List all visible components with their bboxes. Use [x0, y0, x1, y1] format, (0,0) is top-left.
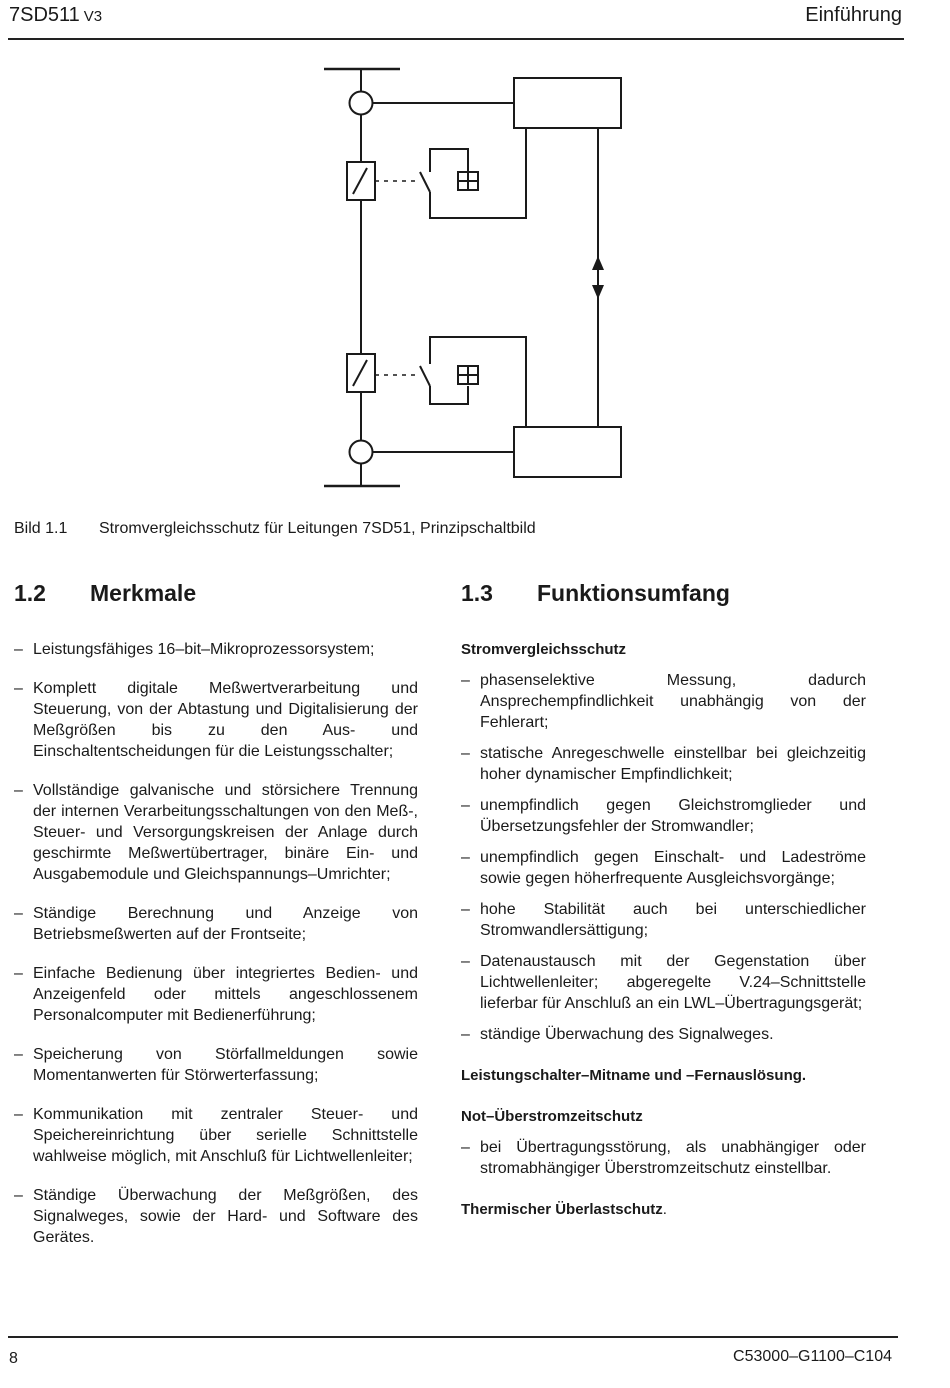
list-item: – Komplett digitale Meßwertverarbeitung und Steuerung, von der Abtastung und Digitalisierung der Meßgrößen bis zu den Aus- und Einschaltentscheidungen für die Leistungsschalter; [14, 680, 418, 760]
current-transformer-top [350, 92, 373, 115]
aux-contact-top [420, 172, 430, 192]
coil-wire-bottom [430, 386, 468, 404]
list-item: – Einfache Bedienung über integriertes Bedien- und Anzeigenfeld oder mittels angeschlossenem Personalcomputer mit Bedienerführung; [14, 965, 418, 1024]
trip-coil-top [458, 172, 478, 190]
relay-box-top [514, 78, 621, 128]
list-item: – phasenselektive Messung, dadurch Ansprechempfindlichkeit unabhängig von der Fehlerart; [461, 672, 866, 731]
doc-version: V3 [83, 8, 103, 25]
circuit-diagram [0, 0, 950, 510]
list-item: – hohe Stabilität auch bei unterschiedlicher Stromwandlersättigung; [461, 901, 866, 939]
list-item: – unempfindlich gegen Einschalt- und Ladeströme sowie gegen höherfrequente Ausgleichsvorgänge; [461, 849, 866, 887]
page-number: 8 [9, 1350, 18, 1367]
list-item: – Kommunikation mit zentraler Steuer- und Speichereinrichtung über serielle Schnittstelle wahlweise möglich, mit Anschluß für Lichtwellenleiter; [14, 1106, 418, 1165]
section-heading-funktionsumfang [461, 580, 866, 607]
breaker-contact-bottom [353, 360, 367, 386]
figure-caption-text: Stromvergleichsschutz für Leitungen 7SD51, Prinzipschaltbild [99, 520, 536, 537]
list-item: – Speicherung von Störfallmeldungen sowie Momentanwerten für Störwerterfassung; [14, 1046, 418, 1084]
comm-arrow-up [592, 256, 604, 270]
footer-divider [8, 1336, 898, 1338]
subheading-not-ueberstromzeitschutz: Not–Überstromzeitschutz [461, 1108, 643, 1125]
list-item: – Ständige Berechnung und Anzeige von Betriebsmeßwerten auf der Frontseite; [14, 905, 418, 943]
figure-label: Bild 1.1 [14, 520, 68, 537]
list-item: – bei Übertragungsstörung, als unabhängiger oder stromabhängiger Überstromzeitschutz einstellbar. [461, 1139, 866, 1177]
section-number: 1.2 [14, 580, 46, 606]
current-transformer-bottom [350, 441, 373, 464]
doc-id: 7SD511 [9, 4, 80, 26]
section-title: Funktionsumfang [537, 580, 730, 606]
list-item: – unempfindlich gegen Gleichstromglieder und Übersetzungsfehler der Stromwandler; [461, 797, 866, 835]
list-item: – ständige Überwachung des Signalweges. [461, 1026, 774, 1043]
coil-wire-top [430, 149, 468, 172]
list-item: – Ständige Überwachung der Meßgrößen, des Signalweges, sowie der Hard- und Software des Gerätes. [14, 1187, 418, 1246]
list-item: – Vollständige galvanische und störsichere Trennung der internen Verarbeitungsschaltungen von den Meß-, Steuer- und Versorgungskreisen der Anlage durch geschirmte Meßwertübertrager, binäre Ein- und Ausgabemodule und Gleichspannungs–Umrichter; [14, 782, 418, 883]
section-merkmale [14, 580, 418, 1266]
section-number: 1.3 [461, 580, 493, 606]
list-item: – Datenaustausch mit der Gegenstation über Lichtwellenleiter; abgeregelte V.24–Schnittstelle lieferbar für Anschluß an ein LWL–Übertragungsgerät; [461, 953, 866, 1012]
figure-caption [14, 520, 536, 538]
subheading-thermischer-ueberlastschutz: Thermischer Überlastschutz. [461, 1201, 667, 1218]
subheading-stromvergleichsschutz: Stromvergleichsschutz [461, 641, 627, 658]
section-funktionsumfang [461, 580, 866, 1230]
section-heading-merkmale [14, 580, 418, 607]
aux-contact-bottom [420, 366, 430, 386]
header-section: Einführung [805, 4, 902, 26]
comm-arrow-down [592, 285, 604, 299]
breaker-contact-top [353, 168, 367, 194]
section-title: Merkmale [90, 580, 197, 606]
subheading-leistungschalter-mitnahme: Leistungschalter–Mitname und –Fernauslösung. [461, 1067, 807, 1084]
list-item: – Leistungsfähiges 16–bit–Mikroprozessorsystem; [14, 641, 375, 658]
relay-box-bottom [514, 427, 621, 477]
order-number: C53000–G1100–C104 [733, 1348, 892, 1365]
trip-coil-bottom [458, 366, 478, 384]
list-item: – statische Anregeschwelle einstellbar bei gleichzeitig hoher dynamischer Empfindlichkeit; [461, 745, 866, 783]
